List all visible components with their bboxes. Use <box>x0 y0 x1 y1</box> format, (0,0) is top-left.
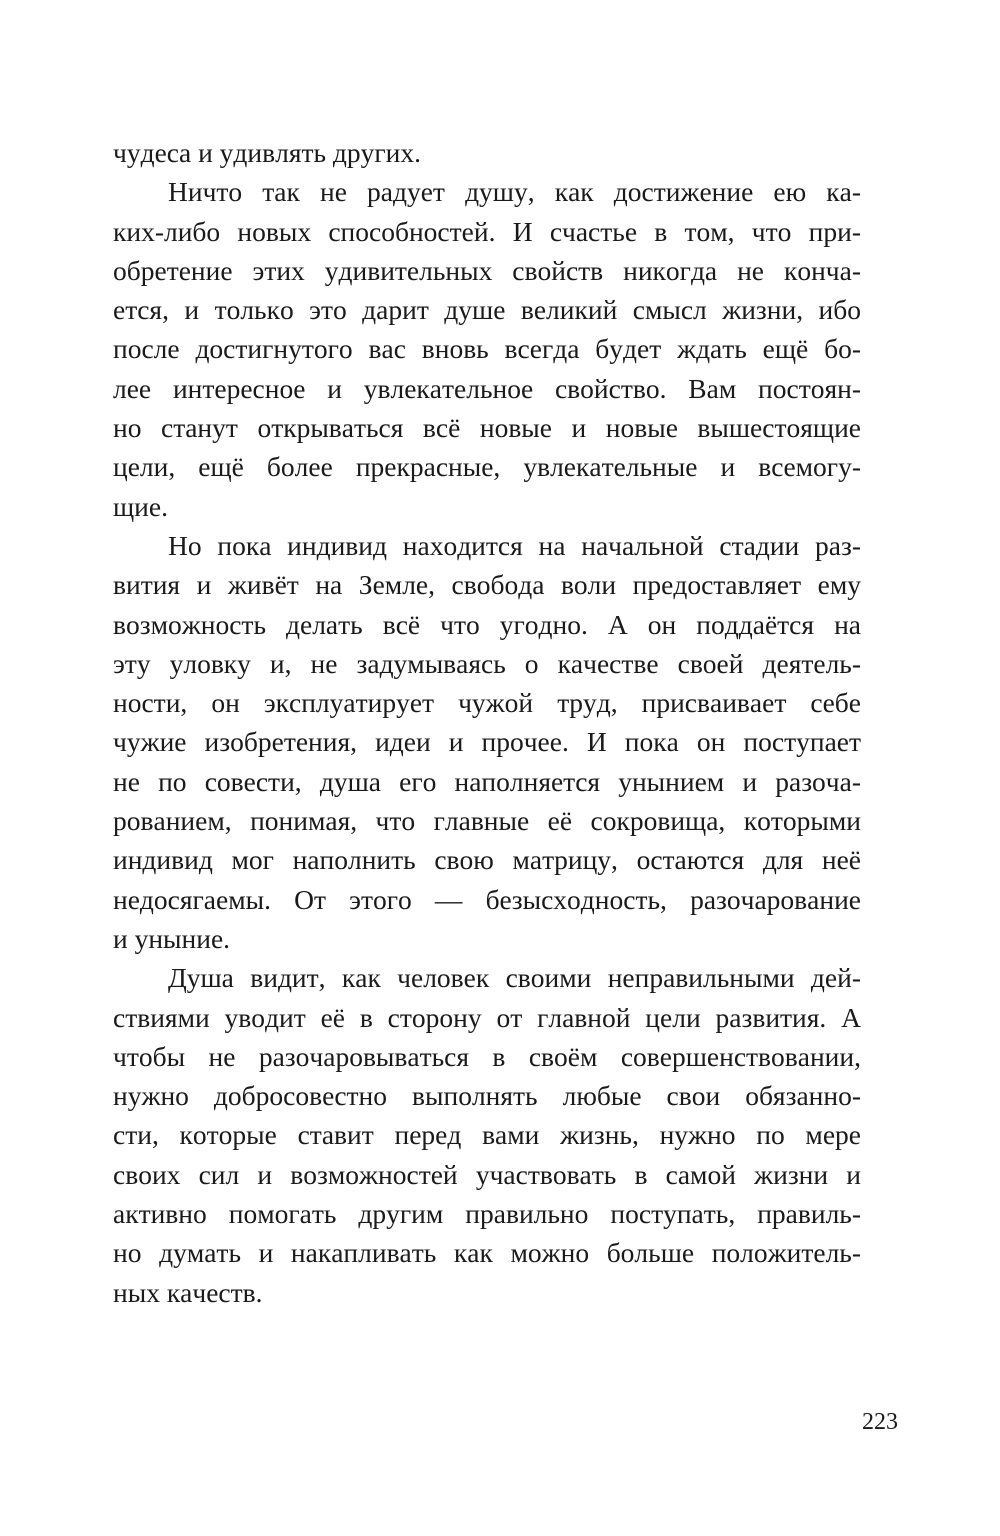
text-line: сти, которые ставит перед вами жизнь, нужно по мере <box>113 1119 861 1151</box>
text-line: ных качеств. <box>113 1276 263 1308</box>
text-line-content: Ничто так не радует душу, как достижение ею ка- <box>168 176 861 208</box>
text-line: цели, ещё более прекрасные, увлекательные и всемогу- <box>113 451 861 483</box>
text-line-content: Душа видит, как человек своими неправильными дей- <box>168 962 861 994</box>
body-text-column <box>113 133 861 1312</box>
text-line: после достигнутого вас вновь всегда будет ждать ещё бо- <box>113 333 861 365</box>
text-line-content: Но пока индивид находится на начальной стадии раз- <box>168 529 861 561</box>
page-number: 223 <box>862 1409 898 1435</box>
text-line: чтобы не разочаровываться в своём совершенствовании, <box>113 1040 861 1072</box>
text-line: чужие изобретения, идеи и прочее. И пока он поступает <box>113 726 861 758</box>
text-line <box>113 958 861 997</box>
text-line: ности, он эксплуатирует чужой труд, присваивает себе <box>113 687 861 719</box>
text-line: щие. <box>113 490 168 522</box>
text-line: ких-либо новых способностей. И счастье в том, что при- <box>113 215 861 247</box>
text-line: возможность делать всё что угодно. А он поддаётся на <box>113 608 861 640</box>
text-line: и уныние. <box>113 922 231 954</box>
text-line: недосягаемы. От этого — безысходность, разочарование <box>113 883 861 915</box>
text-line: рованием, понимая, что главные её сокровища, которыми <box>113 805 861 837</box>
text-line: ется, и только это дарит душе великий смысл жизни, ибо <box>113 294 861 326</box>
text-line: эту уловку и, не задумываясь о качестве своей деятель- <box>113 647 861 679</box>
text-line <box>113 172 861 211</box>
text-line: обретение этих удивительных свойств никогда не конча- <box>113 254 861 286</box>
text-line: вития и живёт на Земле, свобода воли предоставляет ему <box>113 569 861 601</box>
text-line: но думать и накапливать как можно больше положитель- <box>113 1237 861 1269</box>
paragraph <box>113 526 861 958</box>
text-line: не по совести, душа его наполняется унынием и разоча- <box>113 765 861 797</box>
text-line: индивид мог наполнить свою матрицу, остаются для неё <box>113 844 861 876</box>
text-line: ствиями уводит её в сторону от главной цели развития. А <box>113 1001 861 1033</box>
text-line: активно помогать другим правильно поступать, правиль- <box>113 1198 861 1230</box>
text-line: чудеса и удивлять других. <box>113 137 422 168</box>
text-line <box>113 526 861 565</box>
text-line: но станут открываться всё новые и новые вышестоящие <box>113 412 861 444</box>
text-line: своих сил и возможностей участвовать в самой жизни и <box>113 1158 861 1190</box>
paragraph <box>113 133 861 172</box>
paragraph <box>113 958 861 1312</box>
text-line: нужно добросовестно выполнять любые свои обязанно- <box>113 1080 861 1112</box>
paragraph <box>113 172 861 526</box>
text-line: лее интересное и увлекательное свойство. Вам постоян- <box>113 372 861 404</box>
